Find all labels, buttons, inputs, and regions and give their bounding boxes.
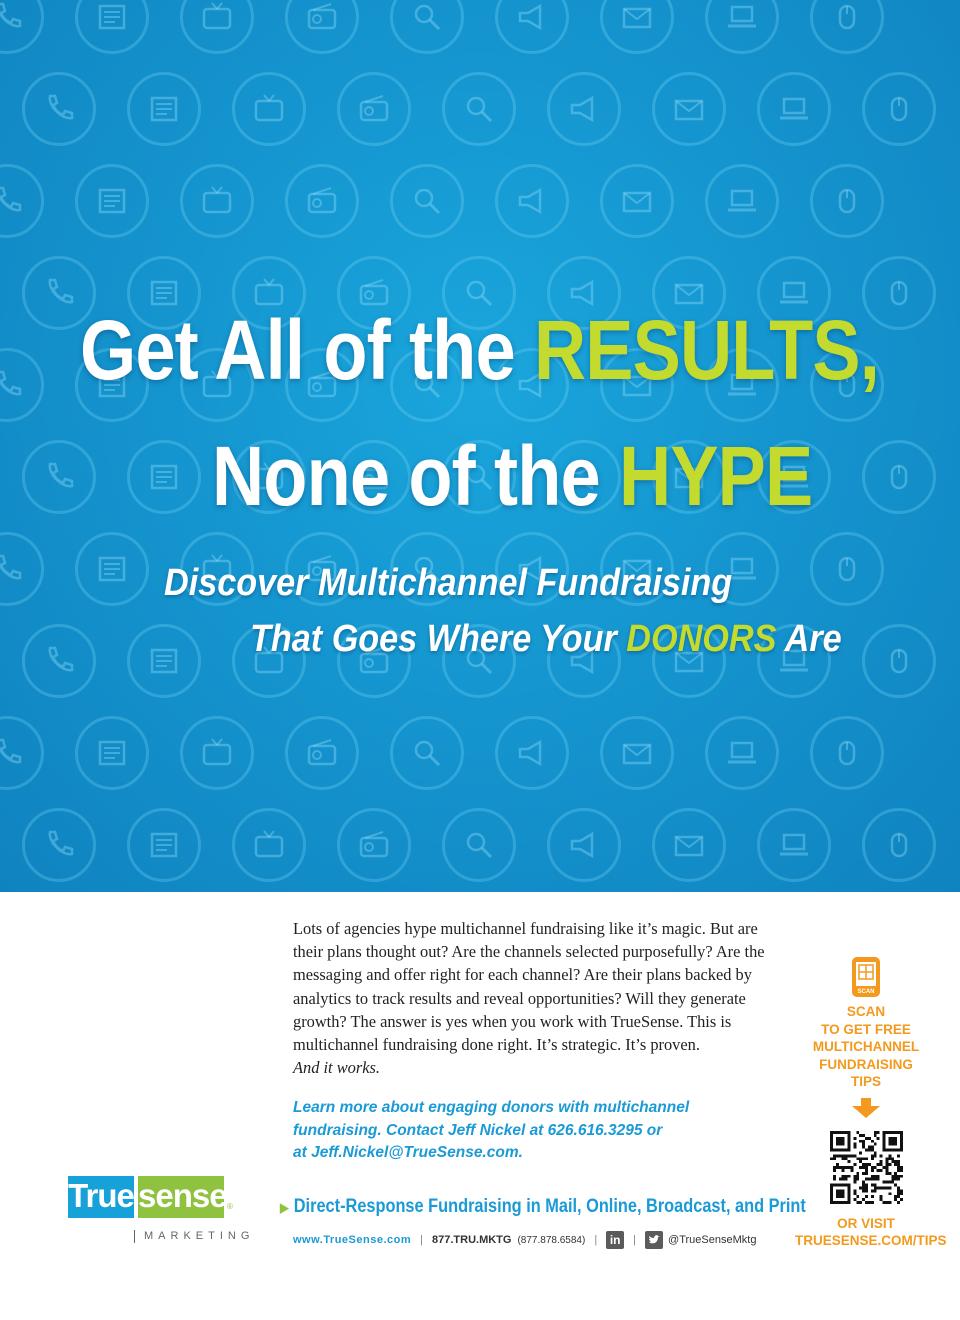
logo-sense: sense [138,1176,224,1218]
cta-line: fundraising. Contact Jeff Nickel at 626.616.3295 or [293,1121,663,1139]
phone-icon [0,532,44,606]
contact-footer [293,1231,756,1249]
newspaper-icon [75,716,149,790]
tv-icon [180,0,254,54]
contact-cta [293,1097,713,1165]
mouse-icon [810,532,884,606]
visit-line: OR VISIT [837,1216,895,1231]
laptop-icon [705,716,779,790]
megaphone-icon [495,0,569,54]
megaphone-icon [547,808,621,882]
newspaper-icon [75,532,149,606]
subheadline-line-2: That Goes Where Your DONORS Are [250,618,842,660]
mouse-icon [862,624,936,698]
website-link[interactable]: www.TrueSense.com [293,1234,412,1246]
scan-line: MULTICHANNEL [812,1039,920,1054]
newspaper-icon [127,624,201,698]
mouse-icon [862,440,936,514]
phone-icon [0,348,44,422]
twitter-handle[interactable]: @TrueSenseMktg [668,1234,757,1246]
radio-icon [285,0,359,54]
megaphone-icon [495,716,569,790]
phone-icon [22,72,96,146]
laptop-icon [757,72,831,146]
body-line: messaging and offer right for each channel? Are their plans backed by [293,965,752,985]
newspaper-icon [127,440,201,514]
scan-line: SCAN [846,1004,886,1019]
visit-url[interactable]: TRUESENSE.COM/TIPS [795,1233,947,1248]
newspaper-icon [127,808,201,882]
body-line: multichannel fundraising done right. It’s strategic. It’s proven. [293,1035,700,1055]
radio-icon [337,72,411,146]
body-line: analytics to track results and reveal opportunities? Will they generate [293,988,746,1008]
linkedin-icon[interactable]: in [606,1231,624,1249]
subheadline-line-1: Discover Multichannel Fundraising [164,562,733,604]
visit-link[interactable] [795,1215,947,1249]
radio-icon [285,716,359,790]
scan-line: FUNDRAISING [819,1056,913,1072]
search-icon [442,72,516,146]
radio-icon [337,808,411,882]
mouse-icon [810,0,884,54]
body-line: their plans thought out? Are the channels selected purposefully? Are the [293,942,765,962]
headline-line-2: None of the HYPE [212,429,813,523]
scan-phone-icon [851,956,881,998]
laptop-icon [705,0,779,54]
mail-icon [652,72,726,146]
body-line: growth? The answer is yes when you work with TrueSense. This is [293,1011,732,1031]
logo-true: True [68,1176,134,1218]
phone-numeric: (877.878.6584) [517,1234,586,1246]
cta-line: Learn more about engaging donors with multichannel [293,1099,690,1116]
logo-marketing: MARKETING [134,1230,254,1243]
laptop-icon [705,164,779,238]
phone-scan-label: SCAN [857,989,875,995]
scan-line: TIPS [850,1074,881,1089]
phone-icon [22,808,96,882]
laptop-icon [757,808,831,882]
mouse-icon [862,808,936,882]
phone-icon [22,624,96,698]
megaphone-icon [495,164,569,238]
tv-icon [180,164,254,238]
divider: | [633,1234,637,1246]
phone-number[interactable]: 877.TRU.MKTG [432,1234,512,1246]
phone-icon [0,716,44,790]
newspaper-icon [127,72,201,146]
mouse-icon [810,716,884,790]
triangle-bullet-icon: ▶ [280,1200,289,1215]
body-closing: And it works. [293,1058,380,1078]
phone-icon [0,164,44,238]
mouse-icon [862,72,936,146]
scan-line: TO GET FREE [821,1021,911,1037]
cta-line[interactable]: at Jeff.Nickel@TrueSense.com. [293,1144,523,1161]
headline-line-1: Get All of the RESULTS, [80,303,879,397]
radio-icon [285,164,359,238]
search-icon [390,0,464,54]
twitter-icon[interactable] [645,1231,663,1249]
tv-icon [232,808,306,882]
newspaper-icon [75,164,149,238]
megaphone-icon [547,72,621,146]
tagline-text: Direct-Response Fundraising in Mail, Online, Broadcast, and Print [293,1196,806,1217]
mail-icon [600,0,674,54]
mail-icon [600,164,674,238]
divider: | [420,1234,423,1246]
phone-icon [0,0,44,54]
scan-instructions [800,1003,932,1091]
newspaper-icon [75,0,149,54]
body-copy [293,917,813,1079]
registered-mark: ® [227,1202,233,1211]
mouse-icon [810,164,884,238]
tv-icon [232,72,306,146]
search-icon [390,164,464,238]
mail-icon [600,716,674,790]
qr-code[interactable] [830,1131,903,1204]
truesense-logo [68,1176,255,1248]
tagline [280,1196,806,1218]
divider: | [594,1234,598,1246]
search-icon [390,716,464,790]
phone-icon [22,440,96,514]
body-line: Lots of agencies hype multichannel fundraising like it’s magic. But are [293,919,758,938]
arrow-down-icon [852,1098,880,1118]
search-icon [442,808,516,882]
tv-icon [180,716,254,790]
mail-icon [652,808,726,882]
